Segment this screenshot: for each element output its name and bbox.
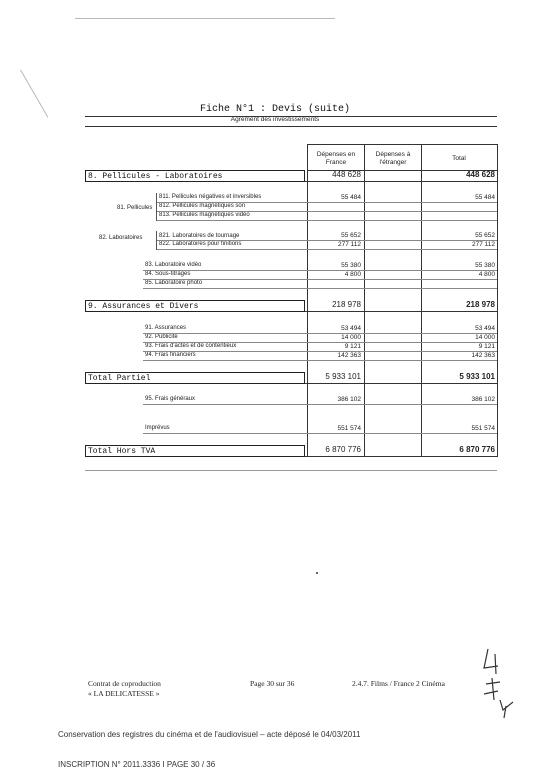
row-rule	[143, 404, 497, 405]
row-822-total: 277 112	[471, 241, 495, 248]
row-rule	[305, 181, 497, 182]
section-8-label: 8. Pellicules - Laboratoires	[85, 170, 305, 182]
row-83-label: 83. Laboratoire vidéo	[145, 262, 202, 268]
row-93-total: 9 121	[478, 343, 495, 350]
row-rule	[143, 433, 497, 434]
row-811-total: 55 484	[475, 194, 495, 201]
row-92-total: 14 000	[475, 334, 495, 341]
row-822-france: 277 112	[337, 241, 361, 248]
row-94-label: 94. Frais financiers	[145, 352, 196, 358]
scan-edge-line	[75, 18, 335, 19]
imprevus-total: 551 574	[471, 425, 495, 432]
scan-speck	[316, 572, 318, 574]
handwritten-initials	[478, 644, 518, 719]
row-rule	[143, 288, 497, 289]
row-821-total: 55 652	[475, 232, 495, 239]
row-83-total: 55 380	[475, 262, 495, 269]
group-82-label: 82. Laboratoires	[99, 235, 143, 241]
row-93-france: 9 121	[344, 343, 361, 350]
imprevus-label: Imprévus	[145, 425, 170, 431]
conservation-notice: Conservation des registres du cinéma et de l'audiovisuel – acte déposé le 04/03/2011	[58, 730, 361, 739]
row-821-label: 821. Laboratoires de tournage	[159, 233, 240, 239]
row-84-total: 4 800	[478, 271, 495, 278]
row-91-france: 53 494	[341, 325, 361, 332]
row-95-france: 386 102	[337, 396, 361, 403]
row-91-total: 53 494	[475, 325, 495, 332]
title-rule	[85, 126, 497, 127]
row-821-france: 55 652	[341, 232, 361, 239]
s8-france-value: 448 628	[332, 170, 361, 179]
row-rule	[157, 249, 497, 250]
title-rule	[85, 116, 497, 117]
row-rule	[157, 220, 497, 221]
total-hors-tva-label: Total Hors TVA	[85, 445, 305, 457]
group-81-bracket	[156, 193, 157, 221]
footer-film-title: « LA DELICATESSE »	[88, 689, 160, 698]
row-rule	[305, 456, 497, 457]
row-84-label: 84. Sous-titrages	[145, 271, 191, 277]
row-811-france: 55 484	[341, 194, 361, 201]
row-93-label: 93. Frais d'actes et de contentieux	[145, 343, 237, 349]
hors-tva-france-value: 6 870 776	[325, 445, 361, 454]
row-rule	[305, 311, 497, 312]
col-rule	[497, 144, 498, 457]
row-94-france: 142 363	[337, 352, 361, 359]
col-rule	[364, 144, 365, 457]
group-81-label: 81. Pellicules	[117, 205, 153, 211]
s9-total-value: 218 978	[466, 300, 495, 309]
page-title: Fiche N°1 : Devis (suite)	[199, 104, 351, 115]
row-91-label: 91. Assurances	[145, 325, 187, 331]
inscription-line: INSCRIPTION N° 2011.3336 I PAGE 30 / 36	[58, 760, 216, 769]
hors-tva-total-value: 6 870 776	[459, 445, 495, 454]
col-header-total: Total	[452, 155, 466, 162]
footer-contract: Contrat de coproduction	[88, 679, 161, 688]
row-94-total: 142 363	[471, 352, 495, 359]
row-83-france: 55 380	[341, 262, 361, 269]
header-top-rule	[307, 144, 497, 145]
row-rule	[143, 360, 497, 361]
row-95-total: 386 102	[471, 396, 495, 403]
row-84-france: 4 800	[344, 271, 361, 278]
row-811-label: 811. Pellicules négatives et inversibles	[159, 194, 262, 200]
s9-france-value: 218 978	[332, 300, 361, 309]
page-subtitle: Agrément des investissements	[230, 116, 320, 123]
row-813-label: 813. Pellicules magnétiques vidéo	[159, 212, 250, 218]
row-85-label: 85. Laboratoire photo	[145, 280, 203, 286]
row-rule	[143, 279, 497, 280]
s8-total-value: 448 628	[466, 170, 495, 179]
partiel-total-value: 5 933 101	[459, 372, 495, 381]
col-header-france: Dépenses en France	[316, 151, 356, 166]
row-rule	[157, 202, 497, 203]
partiel-france-value: 5 933 101	[325, 372, 361, 381]
footer-reference: 2.4.7. Films / France 2 Cinéma	[352, 679, 445, 688]
total-partiel-label: Total Partiel	[85, 372, 305, 384]
row-95-label: 95. Frais généraux	[145, 396, 196, 402]
section-9-label: 9. Assurances et Divers	[85, 300, 305, 312]
row-rule	[305, 383, 497, 384]
col-header-etranger: Dépenses à l'étranger	[375, 151, 411, 166]
row-812-label: 812. Pellicules magnétiques son	[159, 203, 246, 209]
row-rule	[157, 211, 497, 212]
row-822-label: 822. Laboratoires pour finitions	[159, 241, 242, 247]
row-92-france: 14 000	[341, 334, 361, 341]
table-end-rule	[85, 470, 497, 471]
footer-page-number: Page 30 sur 36	[250, 679, 295, 688]
imprevus-france: 551 574	[337, 425, 361, 432]
row-92-label: 92. Publicité	[145, 334, 178, 340]
